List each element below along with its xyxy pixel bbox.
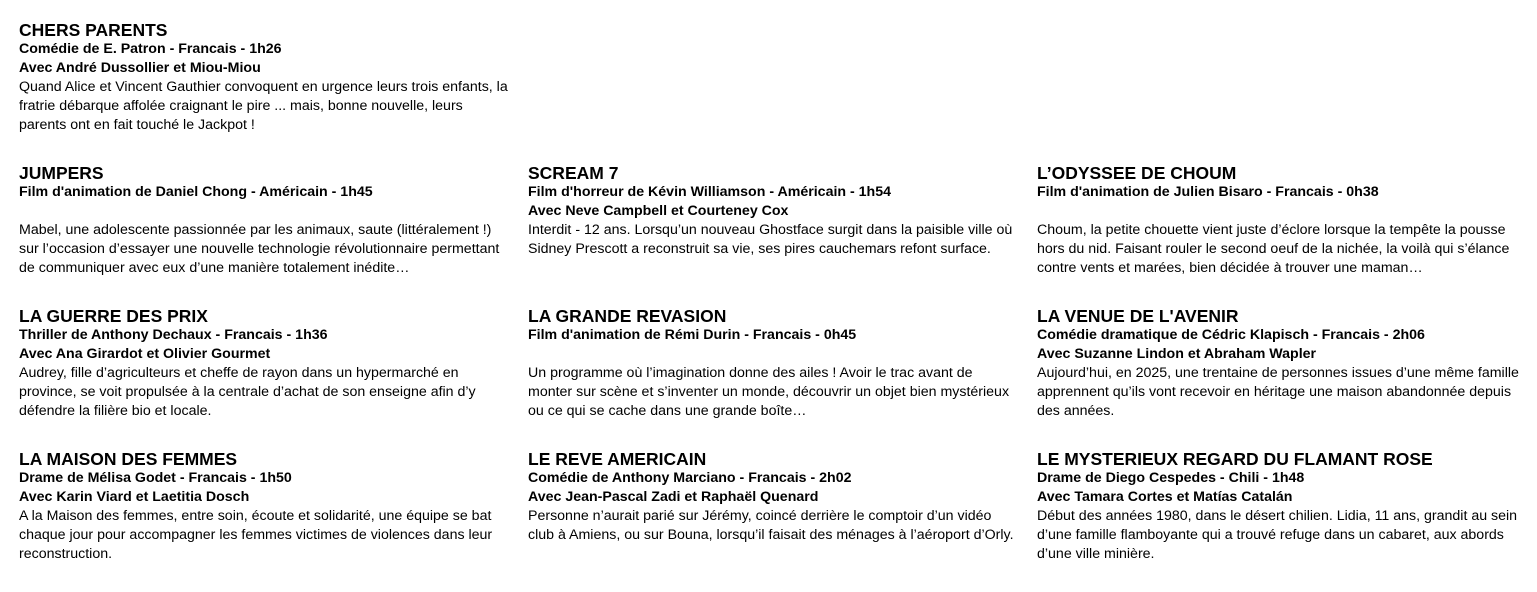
film-meta: Film d'animation de Rémi Durin - Francais - 0h45 (528, 327, 857, 343)
film-title: CHERS PARENTS (19, 20, 168, 40)
film-listing-grid (19, 20, 1529, 592)
film-cast: Avec Tamara Cortes et Matías Catalán (1037, 489, 1293, 505)
film-meta: Comédie dramatique de Cédric Klapisch - Francais - 2h06 (1037, 327, 1425, 343)
film-synopsis: Interdit - 12 ans. Lorsqu’un nouveau Ghostface surgit dans la paisible ville où Sidney Prescott a reconstruit sa vie, ses pires cauchemars refont surface. (528, 222, 1013, 257)
film-synopsis: Quand Alice et Vincent Gauthier convoquent en urgence leurs trois enfants, la fratrie débarque affolée craignant le pire ... mais, bonne nouvelle, leurs parents ont en fait touché le Jackpot ! (19, 79, 508, 133)
film-card-la-guerre-des-prix (19, 306, 509, 449)
film-synopsis: Un programme où l’imagination donne des ailes ! Avoir le trac avant de monter sur scène et s’inventer un monde, découvrir un objet bien mystérieux ou ce qui se cache dans une grande boîte… (528, 365, 1010, 419)
film-title: LA GRANDE REVASION (528, 306, 727, 326)
film-meta: Comédie de E. Patron - Francais - 1h26 (19, 41, 282, 57)
film-title: LA GUERRE DES PRIX (19, 306, 208, 326)
film-meta: Thriller de Anthony Dechaux - Francais - 1h36 (19, 327, 328, 343)
film-card-la-venue-de-l-avenir (1037, 306, 1527, 449)
film-synopsis: Mabel, une adolescente passionnée par les animaux, saute (littéralement !) sur l’occasion d’essayer une nouvelle technologie révolutionnaire permettant de communiquer avec eux d’une manière totalement inédite… (19, 222, 500, 276)
film-card-le-mysterieux-regard-du-flamant-rose (1037, 449, 1527, 592)
film-title: SCREAM 7 (528, 163, 619, 183)
film-cast: Avec Neve Campbell et Courteney Cox (528, 203, 789, 219)
film-meta: Film d'horreur de Kévin Williamson - Américain - 1h54 (528, 184, 892, 200)
film-synopsis: Début des années 1980, dans le désert chilien. Lidia, 11 ans, grandit au sein d’une famille flamboyante qui a trouvé refuge dans un cabaret, aux abords d’une ville minière. (1037, 508, 1518, 562)
film-meta: Comédie de Anthony Marciano - Francais - 2h02 (528, 470, 852, 486)
film-card-odyssee-de-choum (1037, 163, 1527, 306)
film-synopsis: Personne n’aurait parié sur Jérémy, coincé derrière le comptoir d’un vidéo club à Amiens, ou sur Bouna, lorsqu’il faisait des ménages à l’aéroport d’Orly. (528, 508, 1014, 543)
film-meta: Film d'animation de Daniel Chong - Américain - 1h45 (19, 184, 373, 200)
film-title: LE REVE AMERICAIN (528, 449, 707, 469)
film-cast: Avec André Dussollier et Miou-Miou (19, 60, 261, 76)
film-title: LA MAISON DES FEMMES (19, 449, 238, 469)
film-card-jumpers (19, 163, 509, 306)
film-card-chers-parents (19, 20, 509, 163)
film-meta: Film d'animation de Julien Bisaro - Francais - 0h38 (1037, 184, 1379, 200)
film-cast: Avec Jean-Pascal Zadi et Raphaël Quenard (528, 489, 819, 505)
film-card-le-reve-americain (528, 449, 1018, 592)
film-cast: Avec Karin Viard et Laetitia Dosch (19, 489, 250, 505)
film-synopsis: Audrey, fille d’agriculteurs et cheffe de rayon dans un hypermarché en province, se voit propulsée à la centrale d’achat de son enseigne afin d’y défendre la filière bio et locale. (19, 365, 476, 419)
film-synopsis: Aujourd’hui, en 2025, une trentaine de personnes issues d’une même famille apprennent qu’ils vont recevoir en héritage une maison abandonnée depuis des années. (1037, 365, 1519, 419)
film-meta: Drame de Mélisa Godet - Francais - 1h50 (19, 470, 292, 486)
film-title: LA VENUE DE L'AVENIR (1037, 306, 1239, 326)
film-card-la-grande-revasion (528, 306, 1018, 449)
film-cast: Avec Ana Girardot et Olivier Gourmet (19, 346, 271, 362)
film-synopsis: Choum, la petite chouette vient juste d’éclore lorsque la tempête la pousse hors du nid. Faisant rouler le second oeuf de la nichée, la voilà qui s’élance contre vents et marées, bien décidée à trouver une maman… (1037, 222, 1510, 276)
film-synopsis: A la Maison des femmes, entre soin, écoute et solidarité, une équipe se bat chaque jour pour accompagner les femmes victimes de violences dans leur reconstruction. (19, 508, 493, 562)
film-cast-empty (528, 345, 1018, 364)
film-title: LE MYSTERIEUX REGARD DU FLAMANT ROSE (1037, 449, 1433, 469)
film-title: L’ODYSSEE DE CHOUM (1037, 163, 1237, 183)
film-card-scream-7 (528, 163, 1018, 306)
film-meta: Drame de Diego Cespedes - Chili - 1h48 (1037, 470, 1305, 486)
film-card-la-maison-des-femmes (19, 449, 509, 592)
film-cast-empty (19, 202, 509, 221)
film-title: JUMPERS (19, 163, 104, 183)
film-cast-empty (1037, 202, 1527, 221)
film-cast: Avec Suzanne Lindon et Abraham Wapler (1037, 346, 1317, 362)
